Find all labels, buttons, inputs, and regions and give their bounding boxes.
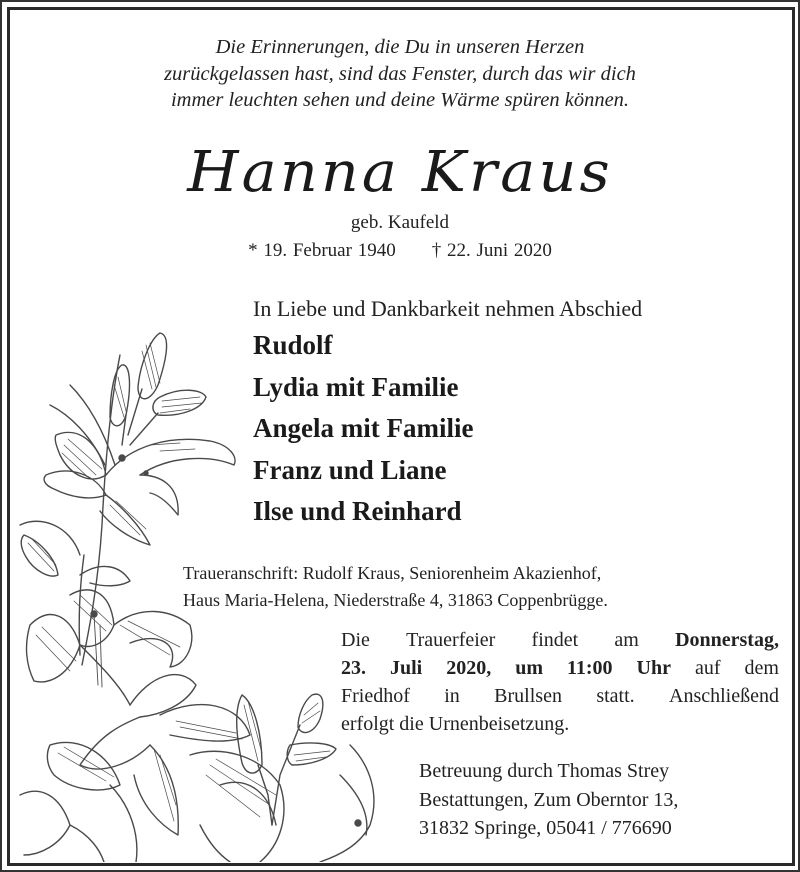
undertaker-line: Betreuung durch Thomas Strey	[419, 760, 670, 782]
service-location: Brullsen	[494, 685, 562, 707]
service-weekday: Donnerstag,	[675, 629, 779, 651]
mourner-name: Angela mit Familie	[253, 413, 474, 443]
undertaker-line: Bestattungen, Zum Oberntor 13,	[419, 788, 679, 811]
memorial-poem	[0, 34, 800, 114]
mourner-name: Rudolf	[253, 330, 333, 360]
mourner-name: Ilse und Reinhard	[253, 496, 462, 526]
service-line-3: Friedhof in Brullsen statt. Anschließend	[341, 682, 779, 710]
service-line-4: erfolgt die Urnenbeisetzung.	[341, 713, 570, 735]
mourners-list	[253, 295, 642, 533]
service-date: 23.	[341, 657, 366, 679]
address-line: Traueranschrift: Rudolf Kraus, Seniorenheim Akazienhof,	[183, 563, 602, 583]
undertaker-line: 31832 Springe, 05041 / 776690	[419, 817, 672, 839]
poem-line: zurückgelassen hast, sind das Fenster, durch das wir dich	[164, 62, 636, 85]
mourner-name: Lydia mit Familie	[253, 371, 459, 402]
undertaker-info	[419, 757, 678, 843]
address-line: Haus Maria-Helena, Niederstraße 4, 31863 Coppenbrügge.	[183, 590, 608, 610]
maiden-name: geb. Kaufeld	[350, 212, 450, 233]
mourner-name: Franz und Liane	[253, 454, 447, 485]
poem-line: immer leuchten sehen und deine Wärme spüren können.	[170, 89, 630, 111]
funeral-service-info	[341, 626, 779, 738]
deceased-name: Hanna Kraus	[187, 140, 613, 205]
service-line-2: 23. Juli 2020, um 11:00 Uhr auf dem	[341, 654, 779, 682]
mourning-address	[183, 560, 608, 614]
life-dates	[0, 240, 800, 262]
death-date: † 22. Juni 2020	[431, 240, 552, 261]
birth-date: * 19. Februar 1940	[248, 240, 396, 261]
poem-line: Die Erinnerungen, die Du in unseren Herzen	[215, 36, 585, 58]
service-time: 11:00	[566, 657, 613, 679]
service-line-1: Die Trauerfeier findet am Donnerstag,	[341, 626, 779, 654]
mourners-intro: In Liebe und Dankbarkeit nehmen Abschied	[253, 296, 643, 321]
